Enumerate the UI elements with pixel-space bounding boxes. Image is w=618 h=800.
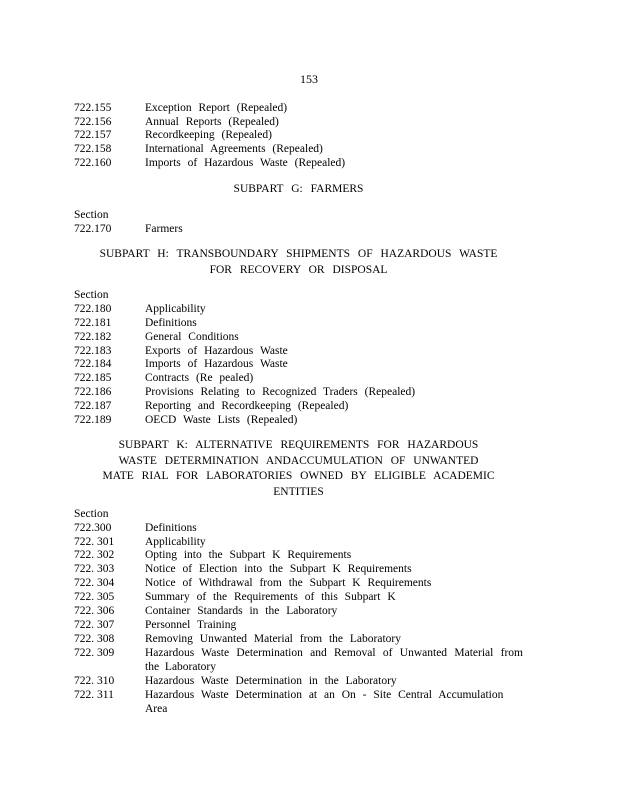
toc-entry (74, 222, 523, 236)
subpart-heading-line: ENTITIES (273, 485, 324, 498)
section-title: Contracts (Re pealed) (145, 372, 254, 384)
toc-entry (74, 618, 523, 632)
section-column-label: Section (74, 209, 109, 221)
section-number: 722. 311 (74, 689, 114, 701)
toc-entry (74, 674, 523, 688)
section-title: Hazardous Waste Determination and Removal of Unwanted Material from the Laboratory (145, 647, 523, 673)
section-number: 722. 301 (74, 536, 115, 548)
section-number: 722. 302 (74, 549, 115, 561)
section-title: Notice of Withdrawal from the Subpart K Requirements (145, 577, 432, 589)
subpart-heading-line: SUBPART K: ALTERNATIVE REQUIREMENTS FOR HAZARDOUS (118, 439, 479, 451)
section-number: 722. 307 (74, 619, 115, 631)
section-number: 722. 306 (74, 605, 115, 617)
section-number: 722.185 (74, 372, 112, 384)
toc-entry (74, 316, 523, 330)
toc-entry (74, 399, 523, 413)
subpart-heading (74, 438, 523, 500)
section-title: Farmers (145, 223, 183, 235)
section-number: 722.183 (74, 345, 112, 357)
section-title: General Conditions (145, 331, 239, 343)
toc-entry (74, 128, 523, 142)
subpart-heading-line: SUBPART G: FARMERS (233, 183, 364, 195)
toc-entry (74, 156, 523, 170)
section-title: Hazardous Waste Determination at an On - Site Central Accumulation Area (145, 689, 504, 715)
section-number: 722. 309 (74, 647, 115, 659)
section-title: Container Standards in the Laboratory (145, 605, 338, 617)
section-title: International Agreements (Repealed) (145, 143, 323, 155)
toc-entry (74, 115, 523, 129)
toc-entry (74, 548, 523, 562)
toc-entry (74, 385, 523, 399)
section-title: Exception Report (Repealed) (145, 102, 288, 114)
section-title: Reporting and Recordkeeping (Repealed) (145, 400, 349, 412)
section-title: OECD Waste Lists (Repealed) (145, 414, 298, 426)
subpart-heading-line: WASTE DETERMINATION ANDACCUMULATION OF UNWANTED (118, 454, 479, 467)
toc-entry (74, 371, 523, 385)
section-title: Imports of Hazardous Waste (Repealed) (145, 157, 346, 169)
section-title: Hazardous Waste Determination in the Laboratory (145, 675, 397, 687)
section-number: 722.156 (74, 116, 112, 128)
section-number: 722.155 (74, 102, 112, 114)
section-number: 722. 303 (74, 563, 115, 575)
section-number: 722.181 (74, 317, 112, 329)
section-title: Personnel Training (145, 619, 237, 631)
section-title: Provisions Relating to Recognized Traders (Repealed) (145, 386, 416, 398)
section-number: 722.187 (74, 400, 112, 412)
toc-entry (74, 535, 523, 549)
toc-entry (74, 521, 523, 535)
section-column-label: Section (74, 508, 109, 520)
section-number: 722.300 (74, 522, 112, 534)
toc-entry (74, 101, 523, 115)
subpart-heading-line: MATE RIAL FOR LABORATORIES OWNED BY ELIGIBLE ACADEMIC (102, 470, 495, 482)
toc-entry (74, 688, 523, 716)
section-title: Imports of Hazardous Waste (145, 358, 288, 370)
toc-entry (74, 357, 523, 371)
toc-entry (74, 344, 523, 358)
section-title: Recordkeeping (Repealed) (145, 129, 272, 141)
toc-entry (74, 562, 523, 576)
section-title: Summary of the Requirements of this Subpart K (145, 591, 396, 603)
subpart-heading (74, 182, 523, 198)
section-number: 722. 304 (74, 577, 115, 589)
section-title: Definitions (145, 317, 197, 329)
toc-entry (74, 142, 523, 156)
section-number: 722.189 (74, 414, 112, 426)
toc-entry (74, 576, 523, 590)
section-number: 722. 310 (74, 675, 115, 687)
section-title: Definitions (145, 522, 197, 534)
subpart-heading-line: SUBPART H: TRANSBOUNDARY SHIPMENTS OF HAZARDOUS WASTE (99, 248, 498, 260)
section-title: Applicability (145, 303, 206, 315)
section-number: 722.182 (74, 331, 112, 343)
section-title: Applicability (145, 536, 206, 548)
section-number: 722.184 (74, 358, 112, 370)
section-column-label: Section (74, 289, 109, 301)
toc-entry (74, 330, 523, 344)
section-title: Exports of Hazardous Waste (145, 345, 288, 357)
subpart-heading-line: FOR RECOVERY OR DISPOSAL (209, 263, 388, 276)
toc-entry (74, 646, 523, 674)
section-number: 722.160 (74, 157, 112, 169)
section-number: 722.170 (74, 223, 112, 235)
toc-entry (74, 413, 523, 427)
subpart-heading (74, 247, 523, 278)
page-number: 153 (300, 72, 318, 86)
toc-entry (74, 632, 523, 646)
toc-entry (74, 302, 523, 316)
section-number: 722.186 (74, 386, 112, 398)
section-title: Removing Unwanted Material from the Laboratory (145, 633, 401, 645)
section-title: Annual Reports (Repealed) (145, 116, 279, 128)
section-number: 722.157 (74, 129, 112, 141)
section-title: Notice of Election into the Subpart K Requirements (145, 563, 412, 575)
section-number: 722. 308 (74, 633, 115, 645)
section-title: Opting into the Subpart K Requirements (145, 549, 352, 561)
toc-entry (74, 604, 523, 618)
section-number: 722.158 (74, 143, 112, 155)
section-number: 722. 305 (74, 591, 115, 603)
toc-entry (74, 590, 523, 604)
section-number: 722.180 (74, 303, 112, 315)
